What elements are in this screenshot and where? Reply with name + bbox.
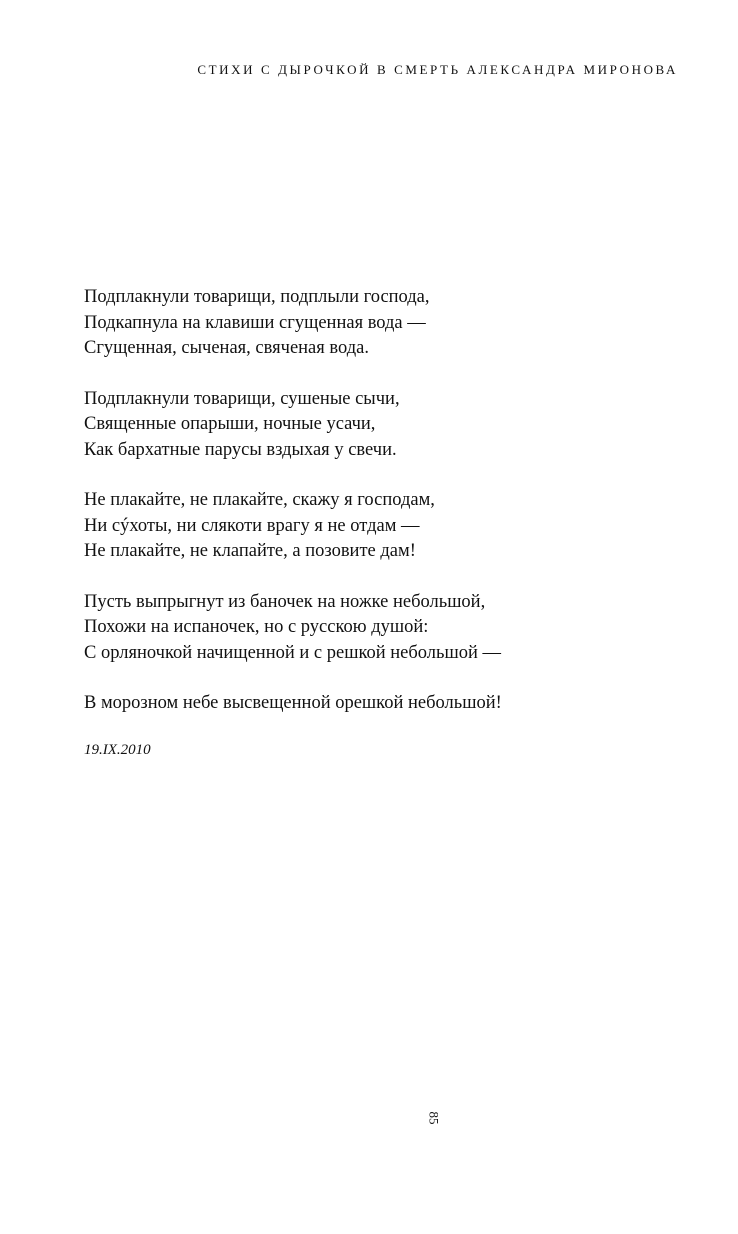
poem-line: Не плакайте, не плакайте, скажу я господам, [84, 490, 435, 510]
poem-line: Пусть выпрыгнут из баночек на ножке небольшой, [84, 591, 486, 612]
stanza [84, 590, 684, 667]
poem-line: Не плакайте, не клапайте, а позовите дам! [84, 541, 416, 561]
stanza [84, 387, 684, 464]
poem-line: Подплакнули товарищи, подплыли господа, [84, 287, 430, 307]
poem-line: Подплакнули товарищи, сушеные сычи, [84, 388, 400, 409]
stanza [84, 488, 684, 565]
running-title: СТИХИ С ДЫРОЧКОЙ В СМЕРТЬ АЛЕКСАНДРА МИРОНОВА [197, 62, 678, 77]
poem-date: 19.IX.2010 [84, 741, 151, 758]
poem-line: Сгущенная, сыченая, свяченая вода. [84, 338, 369, 358]
stanza [84, 285, 684, 362]
poem-line: В морозном небе высвещенной орешкой небольшой! [84, 693, 502, 713]
poem-line: Ни сýхоты, ни слякоти врагу я не отдам — [84, 515, 420, 536]
poem-line: С орляночкой начищенной и с решкой небольшой — [84, 642, 501, 663]
stanza [84, 691, 684, 717]
poem [84, 285, 684, 759]
poem-line: Подкапнула на клавиши сгущенная вода — [84, 312, 426, 333]
page-number: 85 [426, 1111, 442, 1125]
poem-line: Как бархатные парусы вздыхая у свечи. [84, 439, 397, 460]
poem-line: Похожи на испаночек, но с русскою душой: [84, 617, 429, 637]
poem-line: Священные опарыши, ночные усачи, [84, 414, 376, 434]
